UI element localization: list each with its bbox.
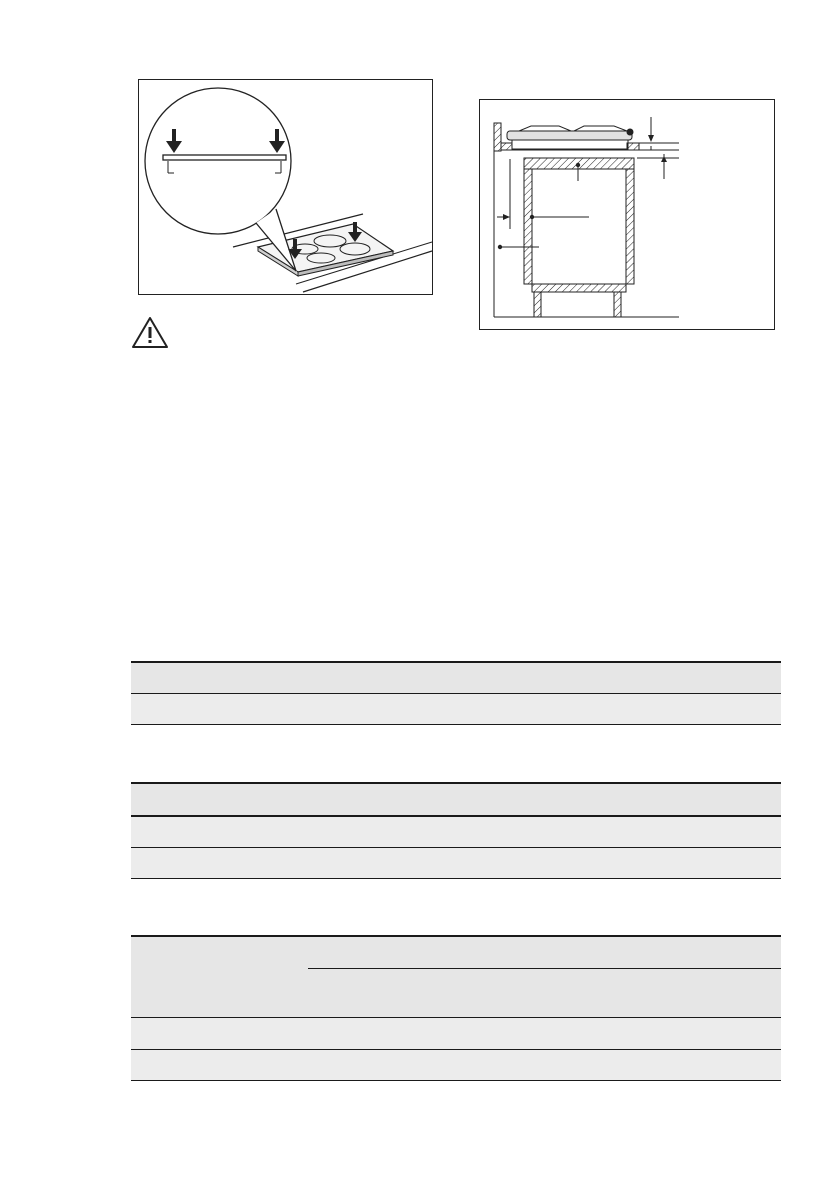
table-header-block [131, 935, 781, 1018]
divider [131, 878, 781, 879]
table-header-row [131, 935, 781, 1018]
hob-placement-figure [138, 79, 433, 295]
installation-section-diagram [479, 99, 775, 330]
divider [131, 724, 781, 725]
header-subdivider [308, 968, 781, 969]
table-row [131, 817, 781, 847]
divider [131, 1080, 781, 1081]
table-1 [131, 661, 781, 725]
table-row [131, 1050, 781, 1080]
table-3 [131, 935, 781, 1081]
divider [131, 1017, 781, 1018]
warning-triangle-icon [131, 316, 169, 349]
table-row [131, 694, 781, 724]
table-header-row [131, 661, 781, 693]
table-row [131, 848, 781, 878]
table-2 [131, 782, 781, 879]
table-header-row [131, 782, 781, 815]
table-row [131, 1018, 781, 1049]
